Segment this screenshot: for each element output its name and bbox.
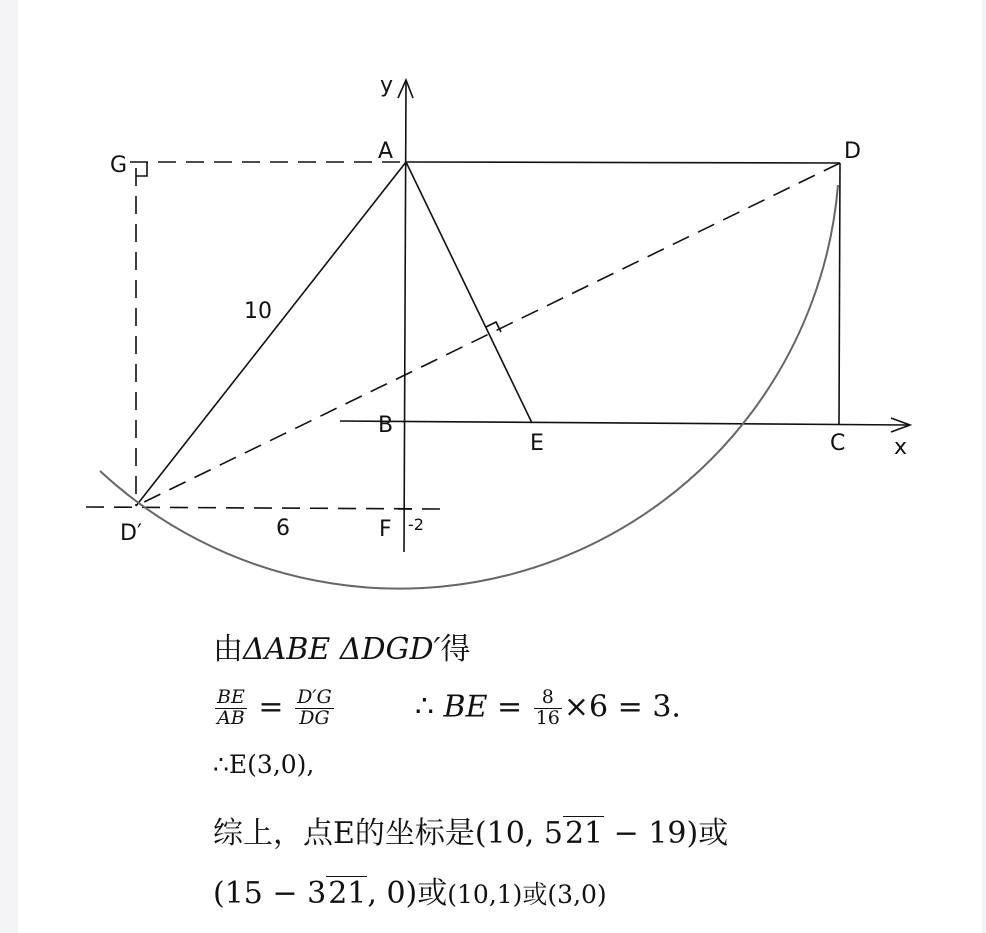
label-y-axis: y xyxy=(380,73,394,98)
solution-line-5 xyxy=(213,868,607,912)
length-D-prime-F: 6 xyxy=(276,516,290,541)
line4-tail: − 19)或 xyxy=(604,816,729,851)
be-lhs: BE = xyxy=(443,689,523,725)
tick-label-F: -2 xyxy=(408,515,424,534)
right-angle-marker xyxy=(486,322,501,332)
label-B: B xyxy=(378,413,394,438)
geometry-diagram xyxy=(18,0,982,620)
dashed-DD-prime xyxy=(136,163,840,506)
label-E: E xyxy=(530,431,544,456)
label-C: C xyxy=(830,431,846,456)
line5-rest: (10,1)或(3,0) xyxy=(447,880,607,909)
segment-DC xyxy=(839,163,840,424)
label-D: D xyxy=(844,139,861,164)
segment-AE xyxy=(406,162,532,423)
be-result: ×6 = 3. xyxy=(563,689,681,725)
triangle-ABE: ΔABE xyxy=(243,632,331,667)
y-axis xyxy=(404,82,406,552)
fraction-8-16: $\frac{8}{16}$ xyxy=(535,686,560,729)
sqrt-21-b: 21 xyxy=(328,876,367,911)
equals-sign: = xyxy=(258,689,284,725)
line1-prefix: 由 xyxy=(213,632,243,667)
segment-AD-prime xyxy=(136,162,406,506)
length-AD-prime: 10 xyxy=(244,299,272,324)
circle-arc xyxy=(100,185,838,589)
label-A: A xyxy=(378,139,394,164)
solution-line-1 xyxy=(213,624,470,668)
triangle-DGD-prime: ΔDGD′ xyxy=(339,632,441,667)
x-axis xyxy=(340,421,908,425)
page xyxy=(18,0,982,933)
fraction-DG-DG: $\frac{D'G}{DG}$ xyxy=(297,686,332,729)
label-G: G xyxy=(110,153,128,178)
line1-suffix: 得 xyxy=(440,632,471,667)
solution-line-2 xyxy=(213,688,681,729)
fraction-BE-AB: $\frac{BE}{AB}$ xyxy=(217,686,245,729)
label-x-axis: x xyxy=(894,435,908,460)
therefore-symbol: ∴ xyxy=(414,689,434,725)
line4-text: 综上，点E的坐标是(10, 5 xyxy=(213,816,563,851)
line5-head: (15 − 3 xyxy=(213,876,327,911)
label-D-prime: D′ xyxy=(120,521,142,546)
sqrt-21-a: 21 xyxy=(564,816,604,851)
segment-AD xyxy=(406,162,840,163)
right-angle-marker-g xyxy=(136,162,147,176)
solution-line-4 xyxy=(213,808,728,852)
solution-line-3: ∴E(3,0), xyxy=(213,750,315,779)
dashed-D-prime-F xyxy=(86,507,442,509)
label-F: F xyxy=(379,517,392,542)
line5-tail: , 0)或 xyxy=(367,876,448,911)
